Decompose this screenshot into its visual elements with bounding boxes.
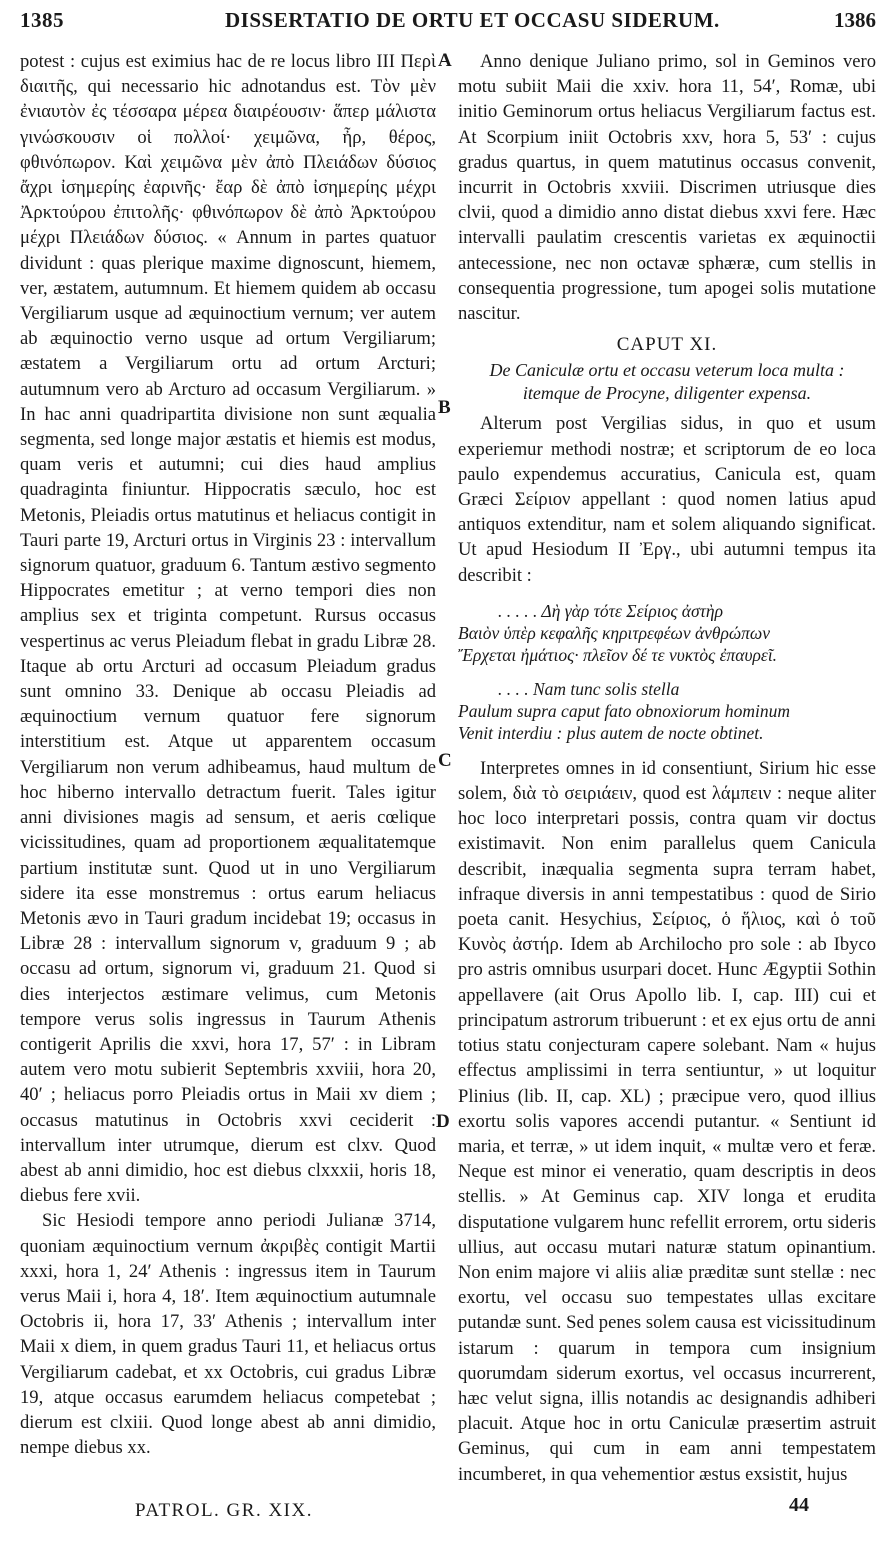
chapter-subtitle-line-1: De Caniculæ ortu et occasu veterum loca multa : <box>489 360 845 381</box>
page-number-left: 1385 <box>20 8 64 32</box>
greek-verse-line: . . . . . Δὴ γὰρ τότε Σείριος ἀστὴρ <box>498 600 723 621</box>
latin-verse-line: . . . . Nam tunc solis stella <box>498 678 680 699</box>
greek-verse-line: Βαιὸν ὑπὲρ κεφαλῆς κηριτρεφέων ἀνθρώπων <box>458 622 771 643</box>
footer-collection: PATROL. GR. XIX. <box>135 1500 313 1521</box>
right-paragraph-2: Alterum post Vergilias sidus, in quo et usum experiemur methodi nostræ; et scriptorum de eo loca paulo expendemus accuratius, Canicula est, quam Græci Σείριον appellant : quod nomen latius apud antiquos extenditur, nam et solem aliquando significat. Ut apud Hesiodum II Ἐργ., ubi autumni tempus ita describit : <box>458 413 876 586</box>
left-paragraph-2: Sic Hesiodi tempore anno periodi Julianæ 3714, quoniam æquinoctium vernum ἀκριβὲς contigit Martii xxxi, hora 1, 24′ Athenis : ingressus item in Taurum verus Maii i, hora 4, 18′. Item æquinoctium autumnale Octobris ii, hora 17, 33′ Athenis ; intervallum inter Maii x diem, in quem gradus Tauri 11, et heliacus ortus Vergiliarum cadebat, et xx Octobris, cui gradus Libræ 19, atque occasus earumdem heliacus competebat ; dierum est clxiii. Quod longe abest ab anni dimidio, nempe diebus xx. <box>20 1210 436 1459</box>
page-number-right: 1386 <box>834 8 876 32</box>
latin-verse-line: Venit interdiu : plus autem de nocte obtinet. <box>458 722 764 743</box>
right-paragraph-1: Anno denique Juliano primo, sol in Geminos vero motu subiit Maii die xxiv. hora 11, 54′, Romæ, ubi initio Geminorum ortus heliacus Vergiliarum factus est. At Scorpium iniit Octobris xxv, hora 5, 53′ : cujus gradus quartus, in quem matutinus occasus convenit, incurrit in Octobris xxviii. Discrimen utriusque dies clvii, quod a dimidio anno distat diebus xxvi fere. Hæc intervalli paulatim crescentis varietas ex æquinoctii antecessione, nec non octavæ sphæræ, cum stellis in consequentia progressione, tum apogei solis mutatione nascitur. <box>458 51 876 325</box>
section-marker-c: C <box>438 750 452 771</box>
chapter-subtitle <box>458 359 876 405</box>
greek-verse-line: Ἔρχεται ἠμάτιος· πλεῖον δέ τε νυκτὸς ἐπαυρεῖ. <box>458 644 778 665</box>
latin-verse-line: Paulum supra caput fato obnoxiorum hominum <box>458 700 791 721</box>
chapter-title: CAPUT XI. <box>616 334 718 356</box>
section-marker-d: D <box>436 1111 450 1132</box>
chapter-subtitle-line-2: itemque de Procyne, diligenter expensa. <box>522 383 812 404</box>
left-column <box>20 49 436 1460</box>
page-header <box>0 8 890 38</box>
greek-verse <box>458 600 876 666</box>
running-title: DISSERTATIO DE ORTU ET OCCASU SIDERUM. <box>225 8 720 32</box>
latin-verse <box>458 678 876 744</box>
section-marker-b: B <box>438 397 451 418</box>
section-marker-a: A <box>438 50 452 71</box>
right-column <box>458 49 876 1487</box>
left-paragraph-1: potest : cujus est eximius hac de re locus libro III Περὶ διαιτῆς, qui necessario hic adnotandus est. Τὸν μὲν ἐνιαυτὸν ἐς τέσσαρα μέρεα διαιρέουσιν· ἅπερ μάλιστα γινώσκουσιν οἱ πολλοί· χειμῶνα, ἦρ, θέρος, φθινόπωρον. Καὶ χειμῶνα μὲν ἀπὸ Πλειάδων δύσιος ἄχρι ἰσημερίης ἐαρινῆς· ἔαρ δὲ ἀπὸ ἰσημερίης μέχρι Ἀρκτούρου ἐπιτολῆς· φθινόπωρον δὲ ἀπὸ Ἀρκτούρου μέχρι Πλειάδων δύσιος. « Annum in partes quatuor dividunt : quas plerique maxime dignoscunt, hiemem, ver, æstatem, autumnum. Et hiemem quidem ab occasu Vergiliarum usque ad æquinoctium vernum; ver autem ab æquinoctio verno usque ad ortum Vergiliarum; æstatem a Vergiliarum ortu ad ortum Arcturi; autumnum vero ab Arcturo ad occasum Vergiliarum. » In hac anni quadripartita divisione non sunt æqualia segmenta, sed longe major æstatis et hiemis est modus, quam veris et autumni; cui dies haud amplius quadraginta finiuntur. Hippocratis sæculo, hoc est Metonis, Pleiadis ortus matutinus et heliacus contigit in Tauri parte 19, Arcturi ortus in Virginis 23 : intervallum signorum quatuor, graduum 6. Tantum æstivo segmento Hippocrates emetitur ; at verno tempori dies non amplius sex et triginta competunt. Rursus occasus vespertinus ac verus Pleiadum flebat in gradu Libræ 28. Itaque ab ortu Arcturi ad occasum Pleiadum gradus sunt omnino 33. Denique ab occasu Pleiadis ad æquinoctium vernum quatuor fere signorum interstitium est. Atque ut apparentem occasum Vergiliarum non verum adhibeamus, haud multum de hoc hiberno intervallo detractum fuerit. Tales igitur anni divisiones magis ad sensum, et aeris cœlique vicissitudines, quam ad proportionem æqualitatemque partium institutæ sunt. Quod ut in uno Vergiliarum sidere ita esse monstremus : ortus earum heliacus Metonis ævo in Tauri gradum incidebat 19; occasus in Libræ 28 : intervallum signorum v, graduum 9 ; ab occasu ad ortum, signorum vi, graduum 21. Quod si dies interjectos æstimare velimus, cum Metonis tempore verus solis ingressus in Taurum Athenis contigerit Aprilis die xxvi, hora 17, 57′ : in Libram autem vero motu subierit Septembris xxviii, hora 20, 40′ ; heliacus porro Pleiadis ortus in Maii xv diem ; occasus matutinus in Octobris xxvi ceciderit : intervallum inter utrumque, dierum est clxv. Quod abest ab anni dimidio, hoc est diebus clxxxii, horis 18, diebus fere xvii. <box>20 51 436 1207</box>
right-paragraph-3: Interpretes omnes in id consentiunt, Sirium hic esse solem, διὰ τὸ σειριάειν, quod est λάμπειν : neque aliter hoc loco interpretari possis, contra quam vir doctus existimavit. Non enim parallelus quem Canicula describit, inæqualia segmenta supra terram habet, infraque diversis in anni tempestatibus : quod de Sirio poeta canit. Hesychius, Σείριος, ὁ ἥλιος, καὶ ὁ τοῦ Κυνὸς ἀστήρ. Idem ab Archilocho pro sole : ab Ibyco pro astris omnibus usurpari docet. Hunc Ægyptii Sothin appellavere (ait Orus Apollo lib. I, cap. III) cui et principatum astrorum tribuerunt : et ex ejus ortu de anni totius statu conjecturam capere solebant. Nam « hujus effectus amplissimi in terra sentiuntur, » ut loquitur Plinius (lib. II, cap. XL) ; præcipue vero, quod illius exortu solis vapores accendi putantur. « Sentiunt id maria, et terræ, » ut idem inquit, « multæ vero et feræ. Neque est minor ei veneratio, quam descriptis in deos stellis. » At Geminus cap. XIV longa et erudita disputatione vulgarem hunc refellit errorem, ortu sideris ullius, aut occasu mutari naturæ statum opinantium. Non enim majore vi aliis aliæ præditæ sunt stellæ : nec exortu, vel occasu suo tempestates ullas excitare putandæ sunt. Sed penes solem causa est vicissitudinum istarum : quarum in tempora cum insignium quorumdam siderum exortus, vel occasus incurrerent, hæc velut signa, illis notandis ac designandis adhiberi placuit. Atque hoc in ortu Caniculæ præsertim astruit Geminus, qui cum in eam anni tempestatem incumberet, in qua vehementior æstus exsistit, hujus <box>458 757 876 1485</box>
footer-signature: 44 <box>789 1494 809 1516</box>
